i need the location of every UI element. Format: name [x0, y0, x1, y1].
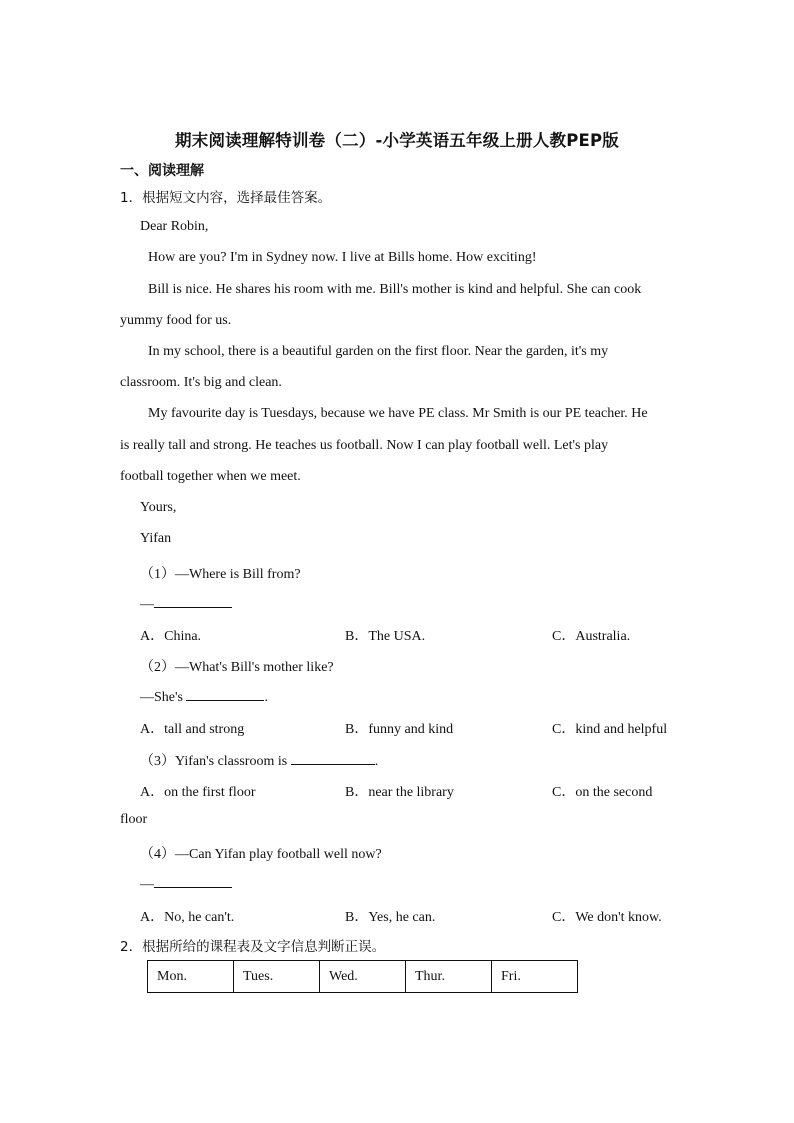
letter-greeting: Dear Robin, — [140, 219, 209, 234]
answer-prefix: — — [140, 877, 154, 892]
letter-paragraph-1: How are you? I'm in Sydney now. I live at Bills home. How exciting! — [148, 250, 537, 265]
question-number: 2． — [120, 939, 143, 955]
sub-question-3 — [140, 750, 378, 770]
page-title: 期末阅读理解特训卷（二）-小学英语五年级上册人教PEP版 — [175, 131, 619, 150]
letter-paragraph-4-line-2: is really tall and strong. He teaches us football. Now I can play football well. Let's play — [120, 438, 609, 453]
answer-prefix: —She's — [140, 690, 183, 705]
answer-prefix: — — [140, 597, 154, 612]
schedule-header-cell: Thur. — [406, 961, 492, 993]
question-suffix: . — [374, 754, 379, 769]
schedule-header-row — [148, 961, 578, 993]
option-1c: C．Australia. — [552, 629, 631, 644]
option-4a: A．No, he can't. — [140, 910, 235, 925]
sub-question-2: （2）—What's Bill's mother like? — [140, 660, 334, 675]
letter-paragraph-2-line-1: Bill is nice. He shares his room with me. Bill's mother is kind and helpful. She can cook — [148, 282, 642, 297]
question-text: （3）Yifan's classroom is — [140, 754, 288, 769]
letter-closing: Yours, — [140, 500, 177, 515]
section-heading: 一、阅读理解 — [120, 163, 204, 179]
option-4c: C．We don't know. — [552, 910, 662, 925]
option-1a: A．China. — [140, 629, 202, 644]
schedule-header-cell: Tues. — [234, 961, 320, 993]
answer-blank — [186, 687, 264, 701]
question-blank — [291, 751, 375, 765]
option-2c: C．kind and helpful — [552, 722, 668, 737]
answer-blank — [154, 594, 232, 608]
answer-line-1 — [140, 594, 232, 613]
schedule-table — [147, 960, 578, 993]
letter-paragraph-2-line-2: yummy food for us. — [120, 313, 232, 328]
letter-paragraph-4-line-3: football together when we meet. — [120, 469, 301, 484]
question-number: 1． — [120, 190, 143, 206]
letter-signature: Yifan — [140, 531, 172, 546]
option-1b: B．The USA. — [345, 629, 426, 644]
schedule-header-cell: Wed. — [320, 961, 406, 993]
letter-paragraph-4-line-1: My favourite day is Tuesdays, because we have PE class. Mr Smith is our PE teacher. He — [148, 406, 648, 421]
answer-line-2 — [140, 687, 268, 706]
schedule-header-cell: Mon. — [148, 961, 234, 993]
option-3c: C．on the second — [552, 785, 653, 800]
option-4b: B．Yes, he can. — [345, 910, 436, 925]
sub-question-1: （1）—Where is Bill from? — [140, 567, 301, 582]
option-3c-wrap: floor — [120, 812, 148, 827]
question-1-header — [120, 186, 331, 206]
question-2-header — [120, 935, 385, 955]
schedule-header-cell: Fri. — [492, 961, 578, 993]
letter-paragraph-3-line-1: In my school, there is a beautiful garden on the first floor. Near the garden, it's my — [148, 344, 609, 359]
question-instruction: 根据短文内容，选择最佳答案。 — [142, 190, 332, 206]
answer-suffix: . — [264, 690, 268, 705]
answer-line-4 — [140, 874, 232, 893]
sub-question-4: （4）—Can Yifan play football well now? — [140, 847, 382, 862]
question-instruction: 根据所给的课程表及文字信息判断正误。 — [142, 939, 386, 955]
option-2b: B．funny and kind — [345, 722, 454, 737]
answer-blank — [154, 874, 232, 888]
option-3b: B．near the library — [345, 785, 454, 800]
letter-paragraph-3-line-2: classroom. It's big and clean. — [120, 375, 282, 390]
option-3a: A．on the first floor — [140, 785, 256, 800]
option-2a: A．tall and strong — [140, 722, 245, 737]
